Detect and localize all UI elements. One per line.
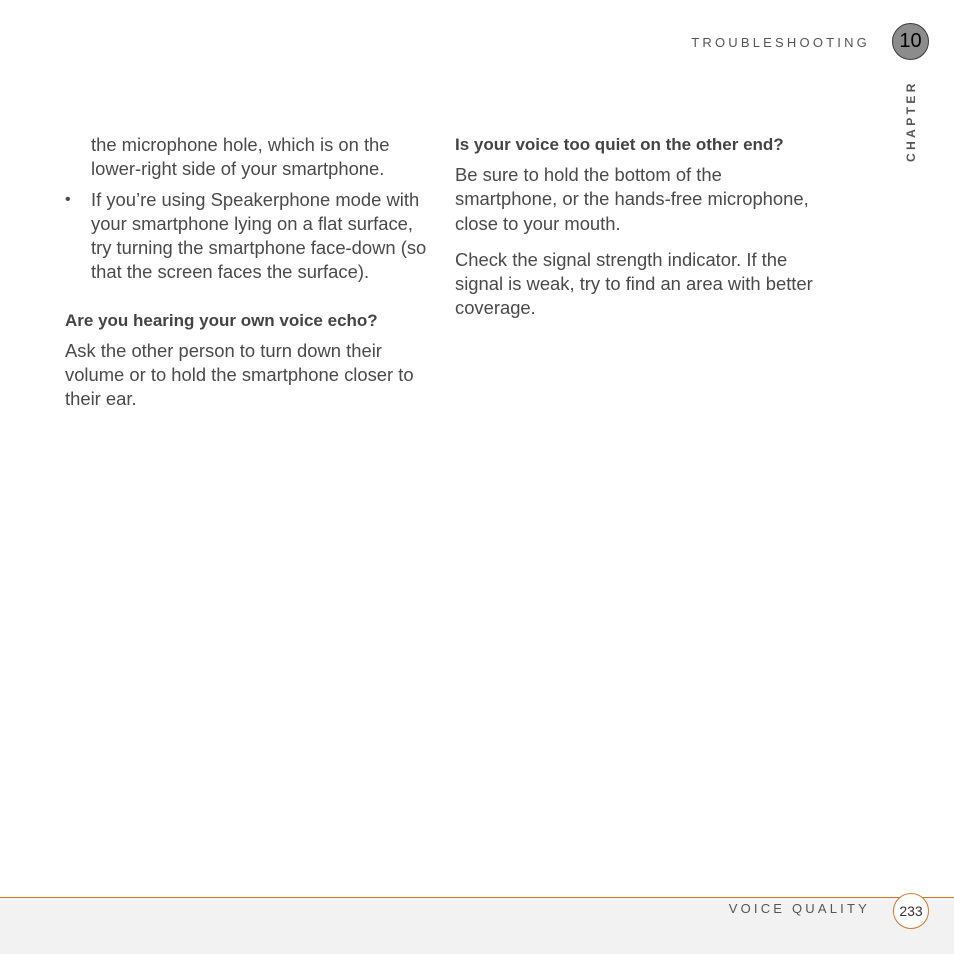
quiet-voice-paragraph-2: Check the signal strength indicator. If the signal is weak, try to find an area with better coverage. xyxy=(455,248,813,319)
quiet-voice-heading: Is your voice too quiet on the other end? xyxy=(455,135,784,154)
echo-heading: Are you hearing your own voice echo? xyxy=(65,310,378,330)
quiet-voice-paragraph-1: Be sure to hold the bottom of the smartphone, or the hands-free microphone, close to your mouth. xyxy=(455,164,809,234)
chapter-label: CHAPTER xyxy=(904,80,918,162)
bullet-icon: • xyxy=(65,190,71,208)
continuation-paragraph: the microphone hole, which is on the lower-right side of your smartphone. xyxy=(91,134,390,180)
bullet-item xyxy=(65,188,437,285)
right-column xyxy=(455,133,827,333)
footer-divider xyxy=(0,897,954,898)
page-number-badge: 233 xyxy=(893,893,929,929)
header-section-title: TROUBLESHOOTING xyxy=(691,35,870,50)
footer-section-title: VOICE QUALITY xyxy=(728,901,870,916)
bullet-text: If you’re using Speakerphone mode with your smartphone lying on a flat surface, try turning the smartphone face-down (so that the screen faces the surface). xyxy=(91,188,427,283)
echo-body: Ask the other person to turn down their volume or to hold the smartphone closer to their ear. xyxy=(65,339,414,410)
left-column xyxy=(65,133,437,424)
chapter-number-badge: 10 xyxy=(892,23,929,60)
